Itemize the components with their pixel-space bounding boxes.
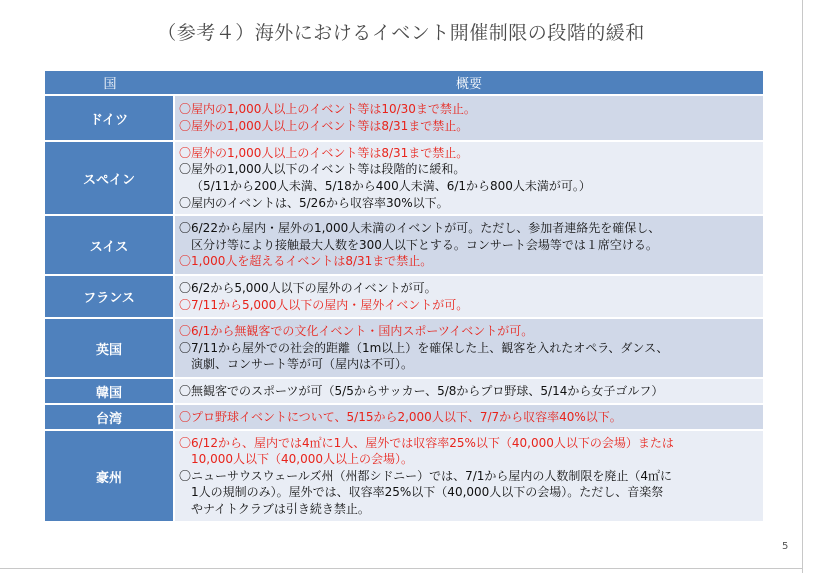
- table-row: [45, 405, 763, 429]
- summary-line: 〇6/12から、屋内では4㎡に1人、屋外では収容率25%以下（40,000人以下の会場）または: [179, 435, 674, 450]
- table-row: [45, 379, 763, 403]
- summary-line: 10,000人以下（40,000人以上の会場）。: [191, 452, 413, 467]
- table-row: [45, 96, 763, 140]
- summary-line: 〇6/1から無観客での文化イベント・国内スポーツイベントが可。: [179, 324, 534, 339]
- summary-line: 〇無観客でのスポーツが可（5/5からサッカー、5/8からプロ野球、5/14から女子ゴルフ）: [179, 383, 664, 398]
- summary-cell: [175, 319, 763, 377]
- table-row: [45, 142, 763, 214]
- summary-line: 〇6/22から屋内・屋外の1,000人未満のイベントが可。ただし、参加者連絡先を確保し、: [179, 221, 661, 236]
- country-cell: フランス: [45, 276, 175, 317]
- country-cell: スイス: [45, 216, 175, 274]
- slide-border-bottom: [0, 568, 803, 569]
- summary-line: 〇ニューサウスウェールズ州（州都シドニー）では、7/1から屋内の人数制限を廃止（4㎡に: [179, 468, 673, 483]
- table-row: [45, 431, 763, 521]
- header-country: 国: [45, 71, 175, 94]
- table-header-row: [45, 71, 763, 94]
- summary-line: 〇屋内のイベントは、5/26から収容率30%以下。: [179, 195, 449, 210]
- summary-line: 〇プロ野球イベントについて、5/15から2,000人以下、7/7から収容率40%以下。: [179, 409, 622, 424]
- summary-line: 〇屋外の1,000人以下のイベント等は段階的に緩和。: [179, 162, 466, 177]
- summary-line: 演劇、コンサート等が可（屋内は不可）。: [191, 357, 414, 372]
- summary-line: やナイトクラブは引き続き禁止。: [191, 501, 370, 516]
- relaxation-table: [45, 69, 763, 523]
- country-cell: 韓国: [45, 379, 175, 403]
- table-row: [45, 319, 763, 377]
- summary-line: 〇屋内の1,000人以上のイベント等は10/30まで禁止。: [179, 102, 476, 117]
- slide-border-right: [802, 0, 803, 573]
- table-body: [45, 96, 763, 521]
- summary-line: 1人の規制のみ）。屋外では、収容率25%以下（40,000人以下の会場）。ただし、音楽祭: [191, 485, 664, 500]
- summary-line: （5/11から200人未満、5/18から400人未満、6/1から800人未満が可。）: [191, 179, 591, 193]
- summary-line: 〇7/11から屋外での社会的距離（1m以上）を確保した上、観客を入れたオペラ、ダンス、: [179, 340, 669, 355]
- summary-line: 〇屋外の1,000人以上のイベント等は8/31まで禁止。: [179, 119, 469, 133]
- page-number: 5: [782, 541, 789, 552]
- page-title: （参考４）海外におけるイベント開催制限の段階的緩和: [157, 22, 645, 44]
- summary-cell: [175, 405, 763, 429]
- country-cell: ドイツ: [45, 96, 175, 140]
- summary-line: 〇1,000人を超えるイベントは8/31まで禁止。: [179, 254, 433, 269]
- table-row: [45, 276, 763, 317]
- table-row: [45, 216, 763, 274]
- country-cell: スペイン: [45, 142, 175, 214]
- summary-cell: [175, 379, 763, 403]
- country-cell: 英国: [45, 319, 175, 377]
- summary-cell: [175, 96, 763, 140]
- country-cell: 豪州: [45, 431, 175, 521]
- summary-cell: [175, 216, 763, 274]
- summary-line: 〇7/11から5,000人以下の屋内・屋外イベントが可。: [179, 297, 469, 312]
- country-cell: 台湾: [45, 405, 175, 429]
- summary-cell: [175, 431, 763, 521]
- summary-line: 〇屋外の1,000人以上のイベント等は8/31まで禁止。: [179, 145, 469, 160]
- summary-line: 区分け等により接触最大人数を300人以下とする。コンサート会場等では１席空ける。: [191, 237, 658, 252]
- summary-line: 〇6/2から5,000人以下の屋外のイベントが可。: [179, 280, 437, 295]
- summary-cell: [175, 142, 763, 214]
- header-summary: 概要: [175, 71, 763, 94]
- summary-cell: [175, 276, 763, 317]
